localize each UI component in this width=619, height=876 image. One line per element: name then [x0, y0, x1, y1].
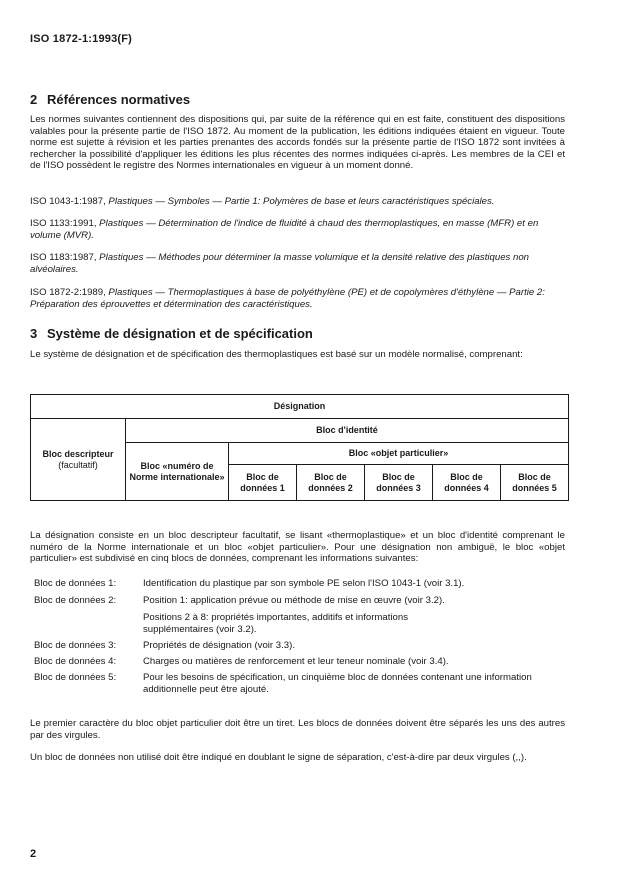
bloc-identite-cell: Bloc d'identité: [126, 419, 569, 443]
data-block-label: Bloc de données 4:: [34, 656, 117, 667]
section-3-title: Système de désignation et de spécification: [47, 326, 313, 341]
designation-cell: Désignation: [31, 395, 569, 419]
section-2-intro: Les normes suivantes contiennent des dispositions qui, par suite de la référence qui en est faite, constituent des dispositions valables pour la présente partie de l'ISO 1872. Au moment de la publication, les éditions indiquées étaient en vigueur. Toute norme est sujette à révision et les parties prenantes des accords fondés sur la présente partie de l'ISO 1872 sont invitées à rechercher la possibilité d'appliquer les éditions les plus récentes des normes indiquées ci-après. Les membres de la CEI et de l'ISO possèdent le registre des Normes internationales en vigueur à un moment donné.: [30, 114, 565, 172]
reference-code: ISO 1872-2:1989,: [30, 287, 106, 298]
section-3-heading: [30, 326, 313, 341]
bloc-donnees-cell: Bloc de données 2: [297, 465, 365, 501]
bloc-donnees-cell: Bloc de données 5: [501, 465, 569, 501]
reference-title: Plastiques — Détermination de l'indice de fluidité à chaud des thermoplastiques, en masse (MFR) et en volume (MVR).: [30, 218, 539, 241]
facultatif-label: (facultatif): [58, 459, 98, 470]
virgules-paragraph: Un bloc de données non utilisé doit être indiqué en doublant le signe de séparation, c'est-à-dire par deux virgules (,,).: [30, 752, 527, 763]
data-block-label: Bloc de données 5:: [34, 672, 117, 683]
reference-title: Plastiques — Thermoplastiques à base de polyéthylène (PE) et de copolymères d'éthylène — Partie 2: Préparation des éprouvettes et détermination des caractéristiques.: [30, 287, 545, 310]
reference-item: [30, 196, 565, 208]
section-2-number: 2: [30, 92, 38, 107]
section-3-number: 3: [30, 326, 38, 341]
designation-table: [30, 394, 569, 501]
designation-explanation: La désignation consiste en un bloc descripteur facultatif, se lisant «thermoplastique» et un bloc d'identité comprenant le numéro de la Norme internationale et un bloc «objet particulier». Pour une désignation non ambiguë, le bloc «objet particulier» est subdivisé en cinq blocs de données, comprenant les informations suivantes:: [30, 530, 565, 565]
data-block-label: Bloc de données 2:: [34, 595, 117, 606]
bloc-descripteur-cell: [31, 419, 126, 501]
bloc-descripteur-label: Bloc descripteur: [42, 449, 114, 459]
tiret-paragraph: Le premier caractère du bloc objet particulier doit être un tiret. Les blocs de données doivent être séparés les uns des autres par des virgules.: [30, 718, 565, 741]
reference-title: Plastiques — Méthodes pour déterminer la masse volumique et la densité relative des plastiques non alvéolaires.: [30, 252, 529, 275]
bloc-numero-norme-cell: Bloc «numéro de Norme internationale»: [126, 443, 229, 501]
data-block-description: Pour les besoins de spécification, un cinquième bloc de données contenant une information additionnelle peut être ajouté.: [143, 672, 532, 695]
reference-item: [30, 252, 565, 275]
data-block-label: Bloc de données 3:: [34, 640, 117, 651]
data-block-description: Identification du plastique par son symbole PE selon l'ISO 1043-1 (voir 3.1).: [143, 578, 465, 589]
document-id-header: ISO 1872-1:1993(F): [30, 33, 133, 45]
section-3-intro: Le système de désignation et de spécification des thermoplastiques est basé sur un modèle normalisé, comprenant:: [30, 349, 523, 360]
section-2-title: Références normatives: [47, 92, 191, 107]
page-number: 2: [30, 848, 37, 860]
data-block-label: Bloc de données 1:: [34, 578, 117, 589]
reference-item: [30, 287, 565, 310]
bloc-donnees-cell: Bloc de données 3: [365, 465, 433, 501]
reference-code: ISO 1133:1991,: [30, 218, 97, 229]
data-block-description: Charges ou matières de renforcement et leur teneur nominale (voir 3.4).: [143, 656, 449, 667]
bloc-objet-particulier-cell: Bloc «objet particulier»: [229, 443, 569, 465]
reference-item: [30, 218, 565, 241]
data-block-description: Position 1: application prévue ou méthode de mise en œuvre (voir 3.2).: [143, 595, 445, 606]
reference-code: ISO 1043-1:1987,: [30, 196, 106, 207]
section-2-heading: [30, 92, 190, 107]
bloc-donnees-cell: Bloc de données 4: [433, 465, 501, 501]
reference-code: ISO 1183:1987,: [30, 252, 97, 263]
bloc-donnees-cell: Bloc de données 1: [229, 465, 297, 501]
data-block-description: Propriétés de désignation (voir 3.3).: [143, 640, 295, 651]
data-block-description-continued: Positions 2 à 8: propriétés importantes, additifs et informations supplémentaires (voir 3.2).: [143, 612, 409, 635]
reference-title: Plastiques — Symboles — Partie 1: Polymères de base et leurs caractéristiques spéciales.: [108, 196, 495, 207]
